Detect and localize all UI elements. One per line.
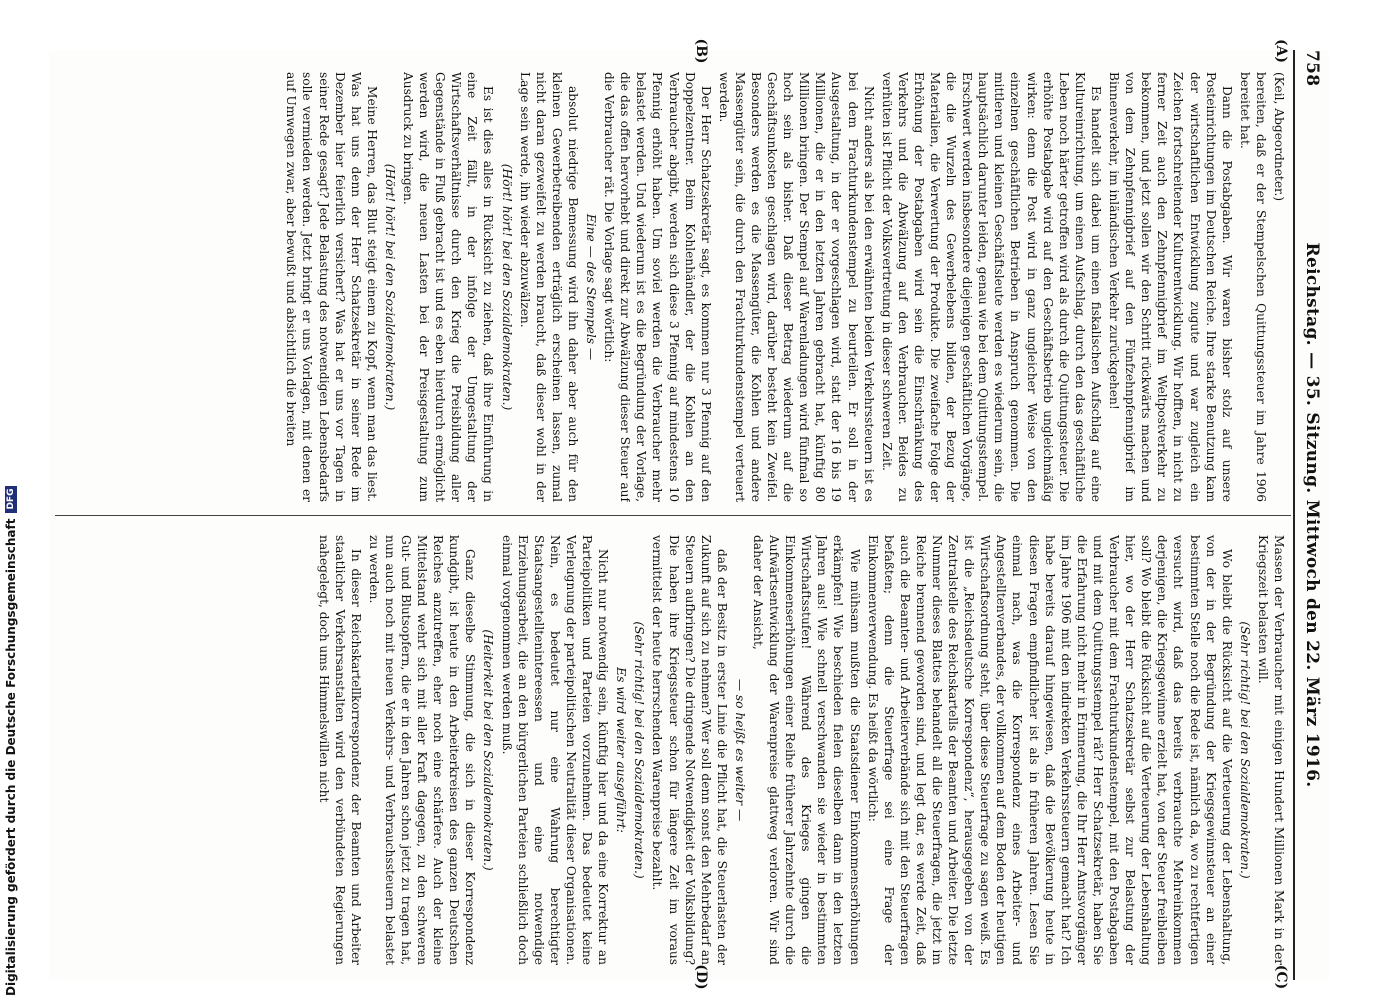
dfg-logo: DFG — [5, 486, 17, 513]
quote: daß der Besitz in erster Linie die Pflicht hat, die Steuerlasten der Zukunft auf sich zu nehmen? Wer soll denn sonst den Mehrbedarf an Steuern aufbringen? Die dringende Notwendigkeit der Volksbildung? Die haben ihre Kriegssteuer schon für längere Zeit im voraus vermittelst der heute herrschenden Warenpreise bezahlt. — [650, 535, 729, 965]
column-divider — [55, 515, 1291, 516]
paragraph: Meine Herren, das Blut steigt einem zu Kopf, wenn man das liest. Was hat uns denn der Herr Schatzsekretär in seiner Rede im Dezember hier feierlich versichert? Was hat er uns vor Tagen in seiner Rede gesagt? Jede Belastung des notwendigen Lebensbedarfs solle vermieden werden. Jetzt bringt er uns Vorlagen, mit denen er auf Umwegen zwar, aber bewußt und absichtlich die breiten — [284, 72, 379, 502]
paragraph: Es handelt sich dabei um einen fiskalischen Aufschlag auf eine Kultureinrichtung, um einen Aufschlag, durch den das geschäftliche Leben noch härter getroffen wird als durch die Quittungssteuer. Die erhöhte Postabgabe wird auf den Geschäftsbetrieb ungleichmäßig wirken: denn die Post wird in ganz ungleicher Weise von den einzelnen geschäftlichen Betrieben in Anspruch genommen. Die mittleren und kleinen Geschäftsleute werden es wiederum sein, die hauptsächlich darunter leiden, genau wie bei dem Quittungsstempel. Erschwert werden insbesondere diejenigen geschäftlichen Vorgänge, die die Wurzeln des Gewerbelebens bilden, der Bezug der Materialien, die Verwertung der Produkte. Die zweifache Folge der Erhöhung der Postabgaben wird sein die Einschränkung des Verkehrs und die Abwälzung auf den Verbraucher. Beides zu verhüten ist Pflicht der Volksvertretung in dieser schweren Zeit. — [879, 72, 1103, 502]
interjection: (Hört! hört! bei den Sozialdemokraten.) — [499, 163, 514, 411]
paragraph: Massen der Verbraucher mit einigen Hundert Millionen Mark in der Kriegszeit belasten will. — [1255, 535, 1286, 965]
speaker-label: (Keil, Abgeordneter.) — [1272, 72, 1286, 202]
page-title: Reichstag. — 35. Sitzung. Mittwoch den 22. März 1916. — [1302, 242, 1322, 788]
left-column — [55, 72, 1287, 502]
page-number: 758 — [1302, 50, 1322, 87]
interjection: (Heiterkeit bei den Sozialdemokraten.) — [481, 629, 496, 871]
quote-lead: — so heißt es weiter — — [732, 678, 747, 822]
quote: Es ist dies alles in Rücksicht zu ziehen, daß ihre Einführung in eine Zeit fällt, in der infolge der Umgestaltung der Wirtschaftsverhältnisse durch den Krieg die Preisbildung aller Gegenstände in Fluß gebracht ist und es eben hierdurch ermöglicht werden wird, die neuen Lasten bei der Preisgestaltung zum Ausdruck zu bringen. — [401, 72, 496, 502]
margin-mark-b: (B) — [693, 38, 709, 64]
page-header — [1295, 50, 1329, 980]
paragraph: Nicht anders als bei den erwähnten beiden Verkehrssteuern ist es bei dem Frachturkundenstempel zu beurteilen. Er soll in der Ausgestaltung, in der er vorgeschlagen wird, statt der 16 bis 19 Millionen, die er in den letzten Jahren gebracht hat, künftig 80 Millionen bringen. Der Stempel auf Warenladungen wird fünfmal so hoch sein als bisher. Daß dieser Betrag wiederum auf die Geschäftsunkosten geschlagen wird, darüber besteht kein Zweifel. Besonders werden es die Massengüter, die Kohlen und andere Massengüter sein, die durch den Frachturkundenstempel verteuert werden. — [716, 72, 876, 502]
quote: Nicht nur notwendig sein, künftig hier und da eine Korrektur an Parteipolitiken und Parteien vorzunehmen. Das bedeutet keine Verleugnung der parteipolitischen Neutralität dieser Organisationen. Nein, es bedeutet nur eine Wahrung berechtigter Staatsangestelltenintereessen und eine notwendige Erziehungsarbeit, die an den bürgerlichen Parteien schließlich doch einmal vorgenommen werden muß. — [499, 535, 611, 965]
funding-footer — [4, 486, 18, 996]
paragraph: bereiten, daß er der Stempelschen Quittungssteuer im Jahre 1906 bereitet hat. — [1237, 72, 1268, 502]
interjection: (Hört! hört! bei den Sozialdemokraten.) — [382, 163, 397, 411]
funding-text: Digitalisierung gefördert durch die Deutsche Forschungsgemeinschaft — [4, 518, 18, 996]
right-column — [55, 535, 1287, 965]
quote-lead: Es wird weiter ausgeführt: — [614, 667, 629, 833]
paragraph: Ganz dieselbe Stimmung, die sich in dieser Korrespondenz kundgibt, ist heute in den Arbeiterkreisen des ganzen Deutschen Reiches anzutreffen, eher noch eine schärfere. Auch der kleine Mittelstand wehrt sich mit aller Kraft dagegen, zu den schweren Gut- und Blutsopfern, die er in den Jahren schon jetzt zu tragen hat, nun auch noch mit neuen Verkehrs- und Verbrauchssteuern belastet zu werden. — [366, 535, 478, 965]
quote: Wie mühsam mußten die Staatsdiener Einkommenserhöhungen erkämpfen! Wie beschieden fielen dieselben dann in den letzten Jahren aus! Wie schnell verschwanden sie wieder in bestimmten Wirtschaftsstufen! Während des Krieges gingen die Einkommenserhöhungen einer Reihe früherer Jahrzehnte durch die Aufwärtsentwicklung der Warenpreise glattweg verloren. Wir sind daher der Ansicht, — [751, 535, 862, 965]
quote: absolut niedrige Bemessung wird ihn daher aber auch für den kleinen Gewerbetreibenden erträglich erscheinen lassen, zumal nicht daran gezweifelt zu werden braucht, daß dieser wohl in der Lage sein werde, ihn wieder abzuwälzen. — [517, 72, 580, 502]
paragraph: In dieser Reichskartellkorrespondenz der Beamten und Arbeiter staatlicher Verkehrsanstalten wird den verbündeten Regierungen nahegelegt, doch ums Himmelswillen nicht — [316, 535, 363, 965]
margin-mark-a: (A) — [1273, 38, 1289, 64]
paragraph: Der Herr Schatzsekretär sagt, es kommen nur 3 Pfennig auf den Doppelzentner. Beim Kohlenhändler, der die Kohlen an den Verbraucher abgibt, werden sich diese 3 Pfennig auf mindestens 10 Pfennig erhöht haben. Um soviel werden die Verbraucher mehr belastet werden. Und wiederum ist es die Begründung der Vorlage, die das offen hervorhebt und direkt zur Abwälzung dieser Steuer auf die Verbraucher rät. Die Vorlage sagt wörtlich: — [602, 72, 713, 502]
paragraph: Wo bleibt die Rücksicht auf die Verteuerung der Lebenshaltung, von der in der Begründung der Kriegsgewinnsteuer an einer bestimmten Stelle noch die Rede ist, nämlich da, wo zu rechtfertigen versucht wird, daß das bereits verbrauchte Mehreinkommen derjenigen, die Kriegsgewinne erzielt hat, von der Steuer freibleiben soll? Wo bleibt die Rücksicht auf die Verteuerung der Lebenshaltung hier, wo der Herr Schatzsekretär selbst zur Belastung der Verbraucher mit dem Frachturkundenstempel, mit den Postabgaben und mit dem Quittungsstempel rät? Herr Schatzsekretär, haben Sie die Erfahrung nicht mehr in Erinnerung, die Ihr Herr Amtsvorgänger im Jahre 1906 mit den indirekten Verkehrssteuern gemacht hat? Ich habe bereits darauf hingewiesen, daß die Bevölkerung heute in diesen Fragen empfindlicher ist als in früheren Jahren. Lesen Sie einmal nach, was die Korrespondenz eines Arbeiter- und Angestelltenverbandes, der vollkommen auf dem Boden der heutigen Wirtschaftsordnung steht, über diese Steuerfrage zu sagen weiß. Es ist die „Reichsdeutsche Korrespondenz“, herausgegeben von der Zentralstelle des Reichskartells der Beamten und Arbeiter. Die letzte Nummer dieses Blattes behandelt all die Steuerfragen, die jetzt im Reiche brennend geworden sind, und legt dar, es werde Zeit, daß auch die Beamten- und Arbeiterverbände sich mit den Steuerfragen befaßten; denn die Steuerfrage sei eine Frage der Einkommenverwendung. Es heißt da wörtlich: — [865, 535, 1234, 965]
margin-mark-d: (D) — [693, 964, 709, 990]
quote-lead: Eine — des Stempels — — [584, 213, 599, 361]
interjection: (Sehr richtig! bei den Sozialdemokraten.) — [632, 621, 647, 879]
header-rule — [1293, 50, 1295, 980]
margin-mark-c: (C) — [1273, 964, 1289, 990]
paragraph: Dann die Postabgaben. Wir waren bisher stolz auf unsere Posteinrichtungen im Deutschen Reiche. Ihre starke Benutzung kam der wirtschaftlichen Entwicklung zugute und war zugleich ein Zeichen fortschreitender Kulturentwicklung. Wir hofften, in nicht zu ferner Zeit auch den Zehnpfennigbrief im Weltpostverkehr zu bekommen, und jetzt sollen wir den Schritt rückwärts machen und von dem Zehnpfennigbrief auf den Fünfzehnpfennigbrief im Binnenverkehr, im inländischen Verkehr zurückgehen! — [1107, 72, 1234, 502]
interjection: (Sehr richtig! bei den Sozialdemokraten.) — [1237, 621, 1252, 879]
scanned-page — [49, 38, 1329, 990]
